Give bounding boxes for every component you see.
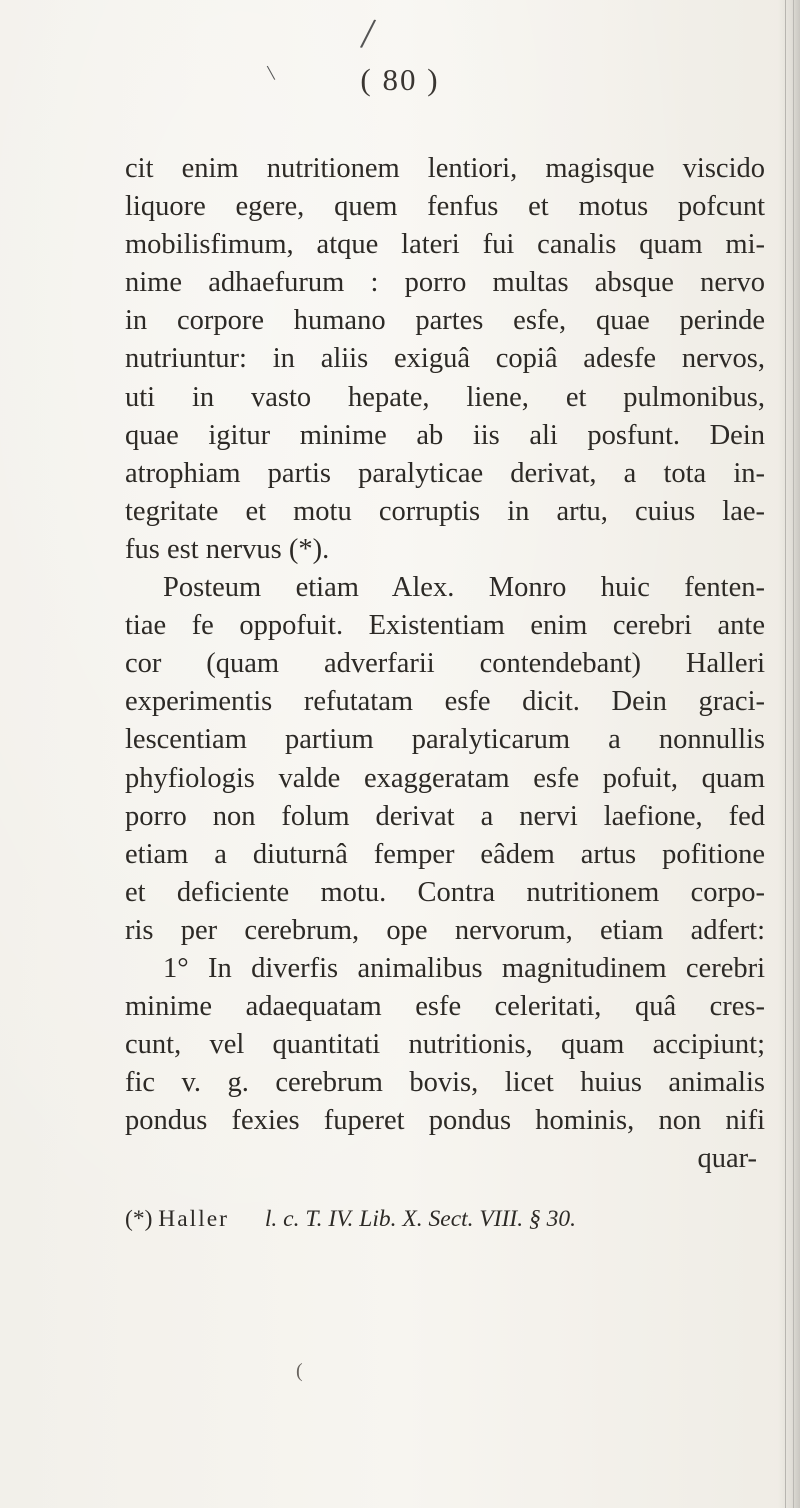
text-line: pondus fexies fuperet pondus hominis, non nifi	[125, 1105, 765, 1137]
text-line: fic v. g. cerebrum bovis, licet huius animalis	[125, 1067, 765, 1099]
text-line: cunt, vel quantitati nutritionis, quam accipiunt;	[125, 1029, 765, 1061]
stray-paren-mark: (	[296, 1360, 303, 1382]
text-line: cor (quam adverfarii contendebant) Halleri	[125, 648, 765, 680]
text-line: atrophiam partis paralyticae derivat, a tota in-	[125, 457, 765, 489]
page-edge-shadow	[778, 0, 800, 1508]
text-line: tegritate et motu corruptis in artu, cuius lae-	[125, 495, 765, 527]
text-line: lescentiam partium paralyticarum a nonnullis	[125, 724, 765, 756]
text-line: cit enim nutritionem lentiori, magisque viscido	[125, 153, 765, 184]
text-line: et deficiente motu. Contra nutritionem corpo-	[125, 876, 765, 908]
text-line: tiae fe oppofuit. Existentiam enim cerebri ante	[125, 610, 765, 642]
page-number: ( 80 )	[360, 62, 440, 97]
text-line: fus est nervus (*).	[125, 533, 330, 565]
text-line: phyfiologis valde exaggeratam esfe pofuit, quam	[125, 762, 765, 794]
stray-slash-mark: /	[358, 8, 378, 59]
text-line: nutriuntur: in aliis exiguâ copiâ adesfe nervos,	[125, 343, 765, 375]
text-line: minime adaequatam esfe celeritati, quâ cres-	[125, 991, 765, 1023]
text-line: 1° In diverfis animalibus magnitudinem cerebri	[163, 952, 765, 984]
page-edge-line	[785, 0, 786, 1508]
stray-v-mark: \	[265, 59, 277, 86]
footnote	[125, 1206, 765, 1233]
text-line: uti in vasto hepate, liene, et pulmonibus,	[125, 381, 765, 413]
text-line: nime adhaefurum : porro multas absque nervo	[125, 267, 765, 299]
text-line: Posteum etiam Alex. Monro huic fenten-	[163, 572, 765, 604]
page-edge-line	[793, 0, 794, 1508]
catchword: quar-	[697, 1143, 757, 1175]
text-line: ris per cerebrum, ope nervorum, etiam adfert:	[125, 914, 765, 946]
text-line: liquore egere, quem fenfus et motus pofcunt	[125, 191, 765, 223]
footnote-mark: (*)	[125, 1206, 153, 1232]
text-line: experimentis refutatam esfe dicit. Dein graci-	[125, 686, 765, 718]
main-text-block	[125, 150, 765, 1179]
text-line: etiam a diuturnâ femper eâdem artus pofitione	[125, 838, 765, 870]
footnote-reference: l. c. T. IV. Lib. X. Sect. VIII. § 30.	[264, 1206, 576, 1232]
text-line: quae igitur minime ab iis ali posfunt. Dein	[125, 419, 765, 451]
text-line: porro non folum derivat a nervi laefione, fed	[125, 800, 765, 832]
footnote-author: Haller	[158, 1206, 229, 1232]
text-line: in corpore humano partes esfe, quae perinde	[125, 305, 765, 337]
text-line: mobilisfimum, atque lateri fui canalis quam mi-	[125, 229, 765, 261]
